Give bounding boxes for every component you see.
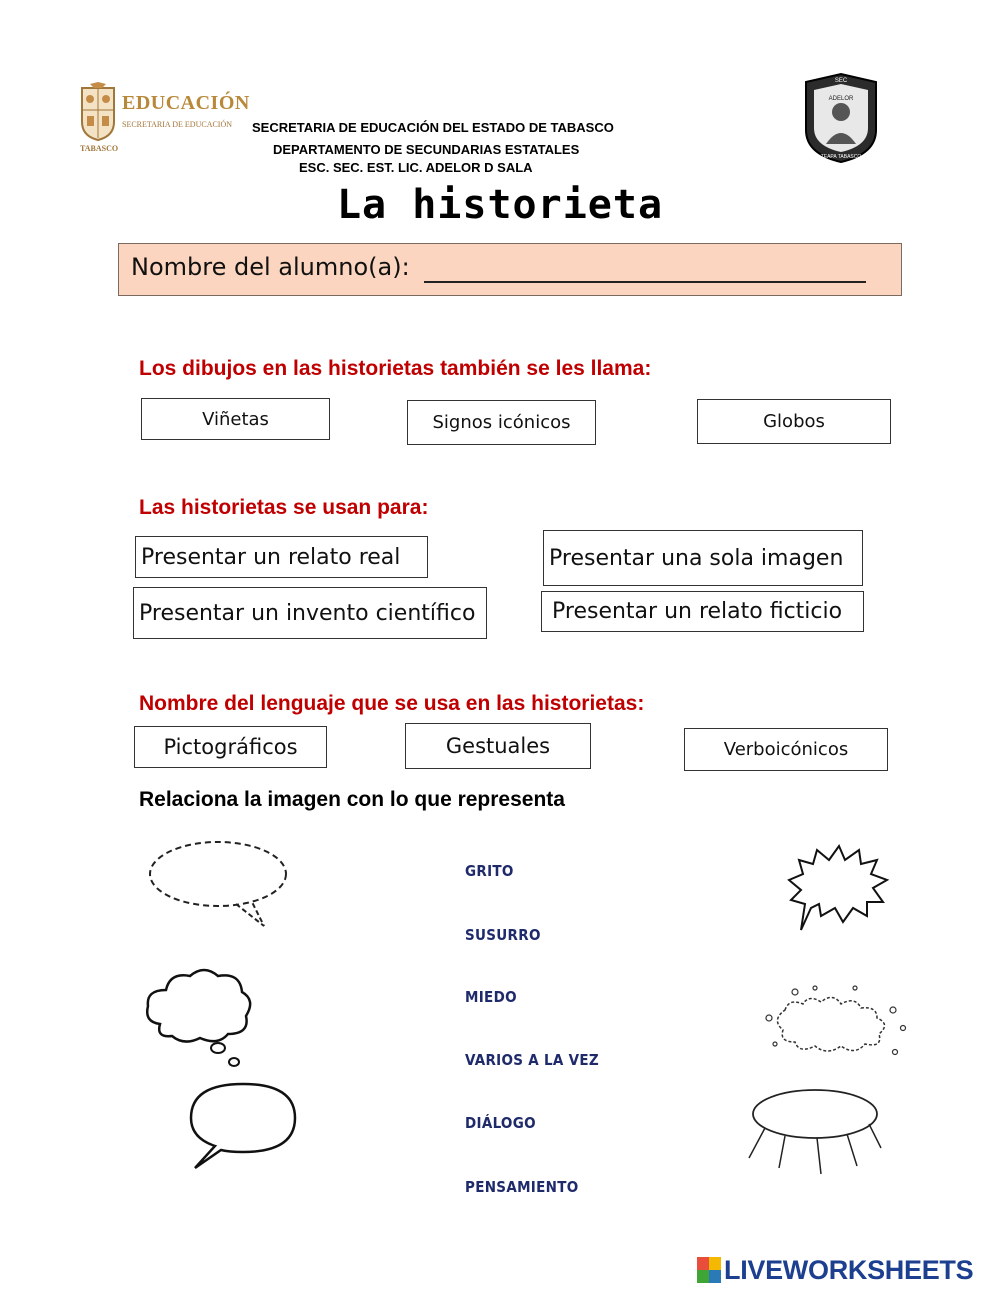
education-subtitle: SECRETARIA DE EDUCACIÓN <box>122 120 233 129</box>
match-word-dialogo[interactable]: DIÁLOGO <box>465 1114 536 1132</box>
q3-option-gestuales[interactable]: Gestuales <box>405 723 591 769</box>
header-line-2: DEPARTAMENTO DE SECUNDARIAS ESTATALES <box>273 142 580 157</box>
header-line-3: ESC. SEC. EST. LIC. ADELOR D SALA <box>299 160 533 175</box>
multi-tail-bubble-icon[interactable] <box>745 1086 885 1176</box>
question-2: Las historietas se usan para: <box>139 496 429 519</box>
q1-option-vinetas[interactable]: Viñetas <box>141 398 330 440</box>
school-logo <box>800 72 882 164</box>
student-name-input[interactable] <box>424 281 866 283</box>
question-3: Nombre del lenguaje que se usa en las historietas: <box>139 692 645 715</box>
splash-fear-bubble-icon[interactable] <box>755 980 915 1062</box>
matching-instruction: Relaciona la imagen con lo que representa <box>139 788 565 811</box>
education-title: EDUCACIÓN <box>122 92 250 114</box>
crest-icon <box>78 82 118 142</box>
liveworksheets-brand <box>697 1255 973 1285</box>
match-word-pensamiento[interactable]: PENSAMIENTO <box>465 1178 579 1196</box>
q1-option-signos-iconicos[interactable]: Signos icónicos <box>407 400 596 445</box>
school-logo-top-text: SEC <box>834 78 848 84</box>
brand-square-3 <box>697 1270 709 1283</box>
match-word-grito[interactable]: GRITO <box>465 862 514 880</box>
q2-option-invento-cientifico[interactable]: Presentar un invento científico <box>133 587 487 639</box>
education-logo <box>78 80 250 160</box>
dashed-whisper-bubble-icon[interactable] <box>140 838 300 930</box>
liveworksheets-logo-icon <box>697 1257 721 1283</box>
match-word-susurro[interactable]: SUSURRO <box>465 926 541 944</box>
header-line-1: SECRETARIA DE EDUCACIÓN DEL ESTADO DE TABASCO <box>252 120 614 135</box>
student-name-label: Nombre del alumno(a): <box>131 253 410 281</box>
school-shield-icon <box>800 72 882 164</box>
match-word-varios[interactable]: VARIOS A LA VEZ <box>465 1051 599 1069</box>
education-state: TABASCO <box>80 144 119 153</box>
q2-option-relato-real[interactable]: Presentar un relato real <box>135 536 428 578</box>
brand-square-2 <box>709 1257 721 1270</box>
question-1: Los dibujos en las historietas también se les llama: <box>139 357 652 380</box>
page-title: La historieta <box>336 182 664 228</box>
q3-option-pictograficos[interactable]: Pictográficos <box>134 726 327 768</box>
q2-option-relato-ficticio[interactable]: Presentar un relato ficticio <box>541 591 864 632</box>
match-word-miedo[interactable]: MIEDO <box>465 988 517 1006</box>
q3-option-verboiconicos[interactable]: Verboicónicos <box>684 728 888 771</box>
school-logo-bottom-text: TEAPA TABASCO <box>820 154 862 160</box>
brand-square-1 <box>697 1257 709 1270</box>
speech-bubble-icon[interactable] <box>185 1078 303 1172</box>
school-logo-middle-text: ADELOR <box>828 96 854 102</box>
q2-option-sola-imagen[interactable]: Presentar una sola imagen <box>543 530 863 586</box>
thought-cloud-bubble-icon[interactable] <box>140 962 260 1072</box>
liveworksheets-text: LIVEWORKSHEETS <box>724 1254 974 1285</box>
q1-option-globos[interactable]: Globos <box>697 399 891 444</box>
brand-square-4 <box>709 1270 721 1283</box>
spiky-shout-bubble-icon[interactable] <box>785 842 895 938</box>
